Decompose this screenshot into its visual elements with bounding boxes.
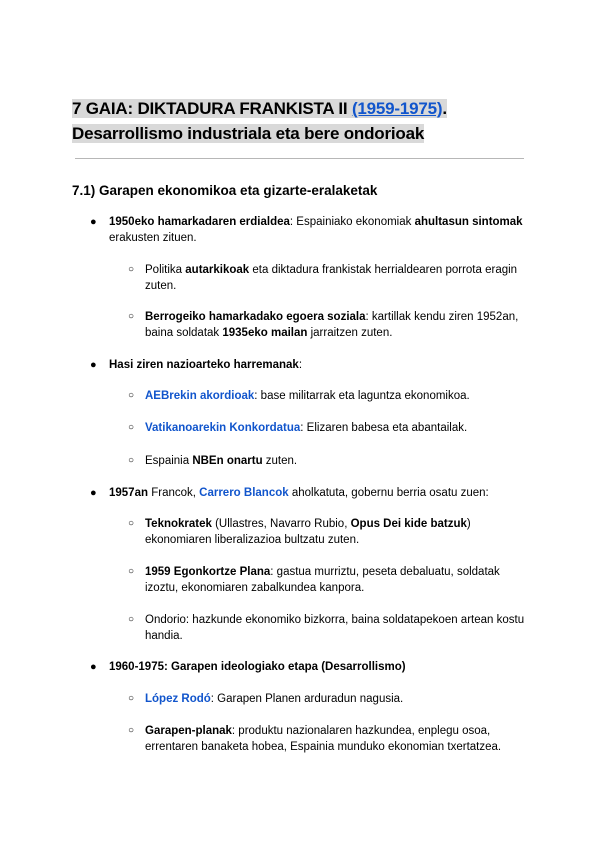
sub-list-item: Garapen-planak: produktu nazionalaren hazkundea, enplegu osoa, errentaren banaketa hobea, Espainia munduko ekonomian txertatzea. bbox=[145, 725, 502, 753]
list-item: 1950eko hamarkadaren erdialdea: Espainiako ekonomiak ahultasun sintomak erakusten zituen. bbox=[109, 216, 523, 244]
bullet-filled-icon: ● bbox=[90, 216, 97, 228]
term-link[interactable]: Vatikanoarekin Konkordatua bbox=[145, 422, 301, 434]
bullet-hollow-icon: ○ bbox=[128, 311, 135, 322]
sub-list-item: Espainia NBEn onartu zuten. bbox=[145, 455, 298, 467]
sub-list-item: Berrogeiko hamarkadako egoera soziala: kartillak kendu ziren 1952an, baina soldatak 1935eko mailan jarraitzen zuten. bbox=[145, 311, 519, 339]
title-line-2: Desarrollismo industriala eta bere ondorioak bbox=[72, 124, 425, 143]
sub-list-item: Ondorio: hazkunde ekonomiko bizkorra, baina soldatapekoen artean kostu handia. bbox=[145, 614, 525, 642]
sub-list-item: Vatikanoarekin Konkordatua: Elizaren babesa eta abantailak. bbox=[145, 422, 468, 434]
term-link[interactable]: AEBrekin akordioak bbox=[145, 390, 255, 402]
term-link[interactable]: Carrero Blancok bbox=[199, 487, 289, 499]
page-title bbox=[72, 96, 447, 146]
horizontal-divider bbox=[75, 158, 524, 159]
list-item: Hasi ziren nazioarteko harremanak: bbox=[109, 359, 303, 371]
bullet-filled-icon: ● bbox=[90, 359, 97, 371]
sub-list-item: 1959 Egonkortze Plana: gastua murriztu, peseta debaluatu, soldatak izoztu, ekonomiaren zabalkundea kanpora. bbox=[145, 566, 500, 594]
sub-list-item: Teknokratek (Ullastres, Navarro Rubio, Opus Dei kide batzuk) ekonomiaren liberalizazioa bultzatu zuten. bbox=[145, 518, 471, 546]
sub-list-item: AEBrekin akordioak: base militarrak eta laguntza ekonomikoa. bbox=[145, 390, 470, 402]
bullet-hollow-icon: ○ bbox=[128, 390, 135, 401]
section-heading: 7.1) Garapen ekonomikoa eta gizarte-eralaketak bbox=[72, 183, 378, 198]
bullet-hollow-icon: ○ bbox=[128, 614, 135, 625]
bullet-hollow-icon: ○ bbox=[128, 422, 135, 433]
bullet-hollow-icon: ○ bbox=[128, 264, 135, 275]
bullet-hollow-icon: ○ bbox=[128, 455, 135, 466]
term-link[interactable]: López Rodó bbox=[145, 693, 211, 705]
list-item: 1957an Francok, Carrero Blancok aholkatuta, gobernu berria osatu zuen: bbox=[109, 487, 489, 499]
bullet-filled-icon: ● bbox=[90, 487, 97, 499]
title-date-link[interactable]: (1959-1975) bbox=[351, 99, 443, 118]
title-line-1: 7 GAIA: DIKTADURA FRANKISTA II (1959-1975). bbox=[72, 99, 447, 118]
bullet-hollow-icon: ○ bbox=[128, 693, 135, 704]
sub-list-item: Politika autarkikoak eta diktadura frankistak herrialdearen porrota eragin zuten. bbox=[145, 264, 518, 292]
bullet-hollow-icon: ○ bbox=[128, 566, 135, 577]
list-item: 1960-1975: Garapen ideologiako etapa (Desarrollismo) bbox=[109, 661, 406, 673]
sub-list-item: López Rodó: Garapen Planen arduradun nagusia. bbox=[145, 693, 404, 705]
bullet-hollow-icon: ○ bbox=[128, 725, 135, 736]
bullet-filled-icon: ● bbox=[90, 661, 97, 673]
bullet-hollow-icon: ○ bbox=[128, 518, 135, 529]
